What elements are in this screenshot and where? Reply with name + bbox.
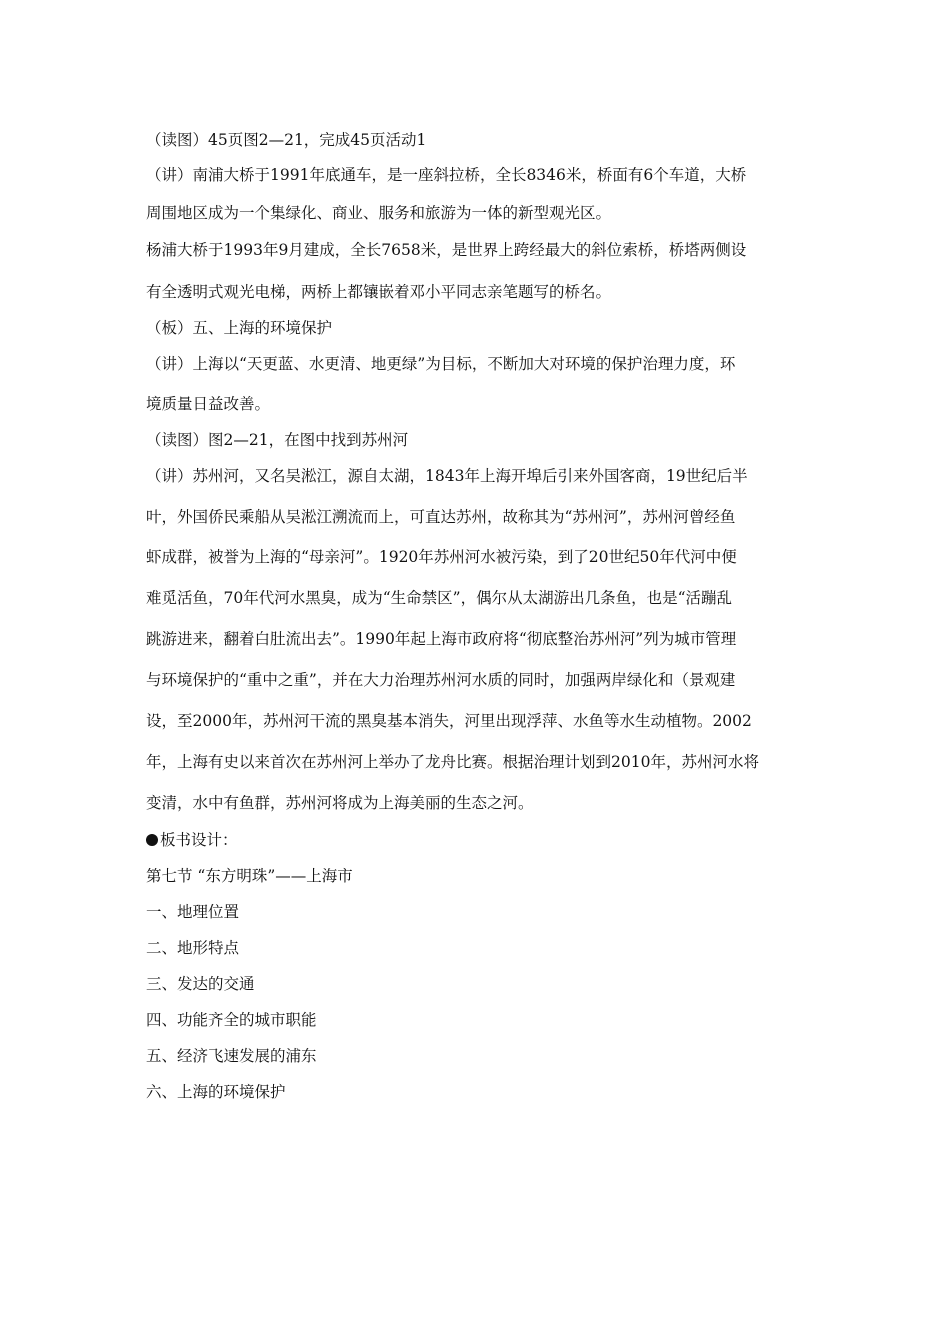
paragraph-line: 周围地区成为一个集绿化、商业、服务和旅游为一体的新型观光区。 xyxy=(146,204,612,222)
paragraph-line: 有全透明式观光电梯，两桥上都镶嵌着邓小平同志亲笔题写的桥名。 xyxy=(146,283,612,301)
paragraph-line: （板）五、上海的环境保护 xyxy=(146,319,333,337)
bullet-icon xyxy=(146,834,158,846)
paragraph-line: 叶，外国侨民乘船从吴淞江溯流而上，可直达苏州，故称其为“苏州河”，苏州河曾经鱼 xyxy=(146,508,736,526)
paragraph-line: （讲）南浦大桥于1991年底通车，是一座斜拉桥，全长8346米，桥面有6个车道，大桥 xyxy=(146,166,747,184)
board-item: 三、发达的交通 xyxy=(146,975,255,993)
board-item: 二、地形特点 xyxy=(146,939,240,957)
paragraph-line: （读图）45页图2—21，完成45页活动1 xyxy=(146,131,427,149)
board-item: 五、经济飞速发展的浦东 xyxy=(146,1047,317,1065)
paragraph-line: 设，至2000年，苏州河干流的黑臭基本消失，河里出现浮萍、水鱼等水生动植物。2002 xyxy=(146,712,752,730)
paragraph-line: 境质量日益改善。 xyxy=(146,395,271,413)
paragraph-line: （讲）上海以“天更蓝、水更清、地更绿”为目标，不断加大对环境的保护治理力度，环 xyxy=(146,355,736,373)
board-item: 六、上海的环境保护 xyxy=(146,1083,286,1101)
paragraph-line: 虾成群，被誉为上海的“母亲河”。1920年苏州河水被污染，到了20世纪50年代河中便 xyxy=(146,548,737,566)
paragraph-line: 与环境保护的“重中之重”，并在大力治理苏州河水质的同时，加强两岸绿化和（景观建 xyxy=(146,671,736,689)
paragraph-line: （讲）苏州河，又名吴淞江，源自太湖，1843年上海开埠后引来外国客商，19世纪后半 xyxy=(146,467,748,485)
board-item: 四、功能齐全的城市职能 xyxy=(146,1011,317,1029)
paragraph-line: 难觅活鱼，70年代河水黑臭，成为“生命禁区”，偶尔从太湖游出几条鱼，也是“活蹦乱 xyxy=(146,589,732,607)
board-design-heading xyxy=(146,830,816,850)
paragraph-line: 变清，水中有鱼群，苏州河将成为上海美丽的生态之河。 xyxy=(146,794,534,812)
board-item: 一、地理位置 xyxy=(146,903,240,921)
paragraph-line: （读图）图2—21，在图中找到苏州河 xyxy=(146,431,409,449)
board-heading-text: 板书设计： xyxy=(160,831,238,849)
paragraph-line: 跳游进来，翻着白肚流出去”。1990年起上海市政府将“彻底整治苏州河”列为城市管理 xyxy=(146,630,737,648)
paragraph-line: 杨浦大桥于1993年9月建成，全长7658米，是世界上跨经最大的斜位索桥，桥塔两侧设 xyxy=(146,241,747,259)
paragraph-line: 年，上海有史以来首次在苏州河上举办了龙舟比赛。根据治理计划到2010年，苏州河水将 xyxy=(146,753,759,771)
board-title: 第七节 “东方明珠”——上海市 xyxy=(146,867,353,885)
